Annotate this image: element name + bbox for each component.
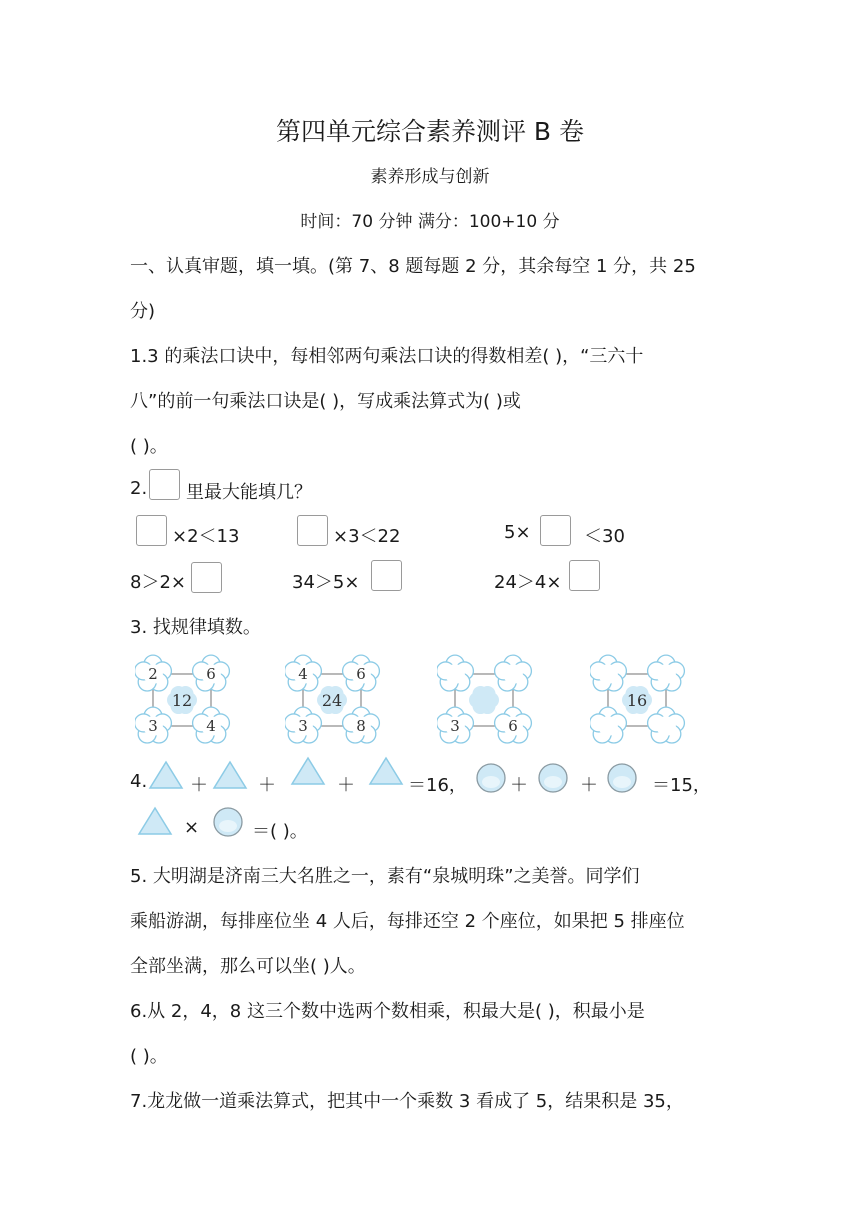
page-title: 第四单元综合素养测评 B 卷 [275, 117, 585, 146]
q1-line2: 八”的前一句乘法口诀是( )，写成乘法算式为( )或 [130, 391, 521, 412]
answer-box[interactable] [191, 562, 222, 593]
center-number: 24 [321, 691, 343, 710]
sum-equals-15: ＝15， [652, 775, 711, 796]
time-info: 时间：70 分钟 满分：100+10 分 [300, 212, 560, 232]
q4-answer: ＝( )。 [252, 821, 308, 842]
q5-line2: 乘船游湖，每排座位坐 4 人后，每排还空 2 个座位，如果把 5 排座位 [130, 911, 685, 932]
triangle-icon [212, 760, 248, 790]
pattern-figure-2 [285, 654, 381, 746]
q2-prefix: 2. [130, 478, 148, 499]
circle-icon [212, 806, 244, 838]
circle-icon [537, 762, 569, 794]
q5-line1: 5. 大明湖是济南三大名胜之一，素有“泉城明珠”之美誉。同学们 [130, 866, 640, 887]
answer-box[interactable] [569, 560, 600, 591]
center-flower-icon [469, 686, 499, 714]
q2-item-e: 34＞5× [292, 572, 360, 593]
center-number: 12 [171, 691, 193, 710]
answer-box[interactable] [297, 515, 328, 546]
q2-item-b: ×3＜22 [333, 526, 401, 547]
flower-icon [590, 655, 626, 691]
pattern-figure-1 [135, 654, 231, 746]
plus-sign: ＋ [337, 775, 355, 796]
corner-number-tr: 6 [356, 665, 366, 683]
circle-icon [475, 762, 507, 794]
q2-item-d: 8＞2× [130, 572, 186, 593]
plus-sign: ＋ [258, 775, 276, 796]
q6-line2: ( )。 [130, 1046, 168, 1067]
plus-sign: ＋ [510, 775, 528, 796]
circle-icon [606, 762, 638, 794]
flower-icon [648, 655, 685, 691]
q3-text: 3. 找规律填数。 [130, 617, 261, 638]
page-subtitle: 素养形成与创新 [370, 167, 490, 187]
q2-item-f: 24＞4× [494, 572, 562, 593]
q2-prompt: 里最大能填几？ [186, 482, 312, 503]
corner-number-bl: 3 [148, 717, 158, 735]
corner-number-br: 6 [508, 717, 518, 735]
answer-box[interactable] [371, 560, 402, 591]
flower-icon [648, 707, 685, 743]
q2-item-c-post: ＜30 [584, 526, 625, 547]
q1-line1: 1.3 的乘法口诀中，每相邻两句乘法口诀的得数相差( )，“三六十 [130, 346, 644, 367]
corner-number-tl: 2 [148, 665, 158, 683]
sum-equals-16: ＝16， [408, 775, 467, 796]
q2-item-a: ×2＜13 [172, 526, 240, 547]
q5-line3: 全部坐满，那么可以坐( )人。 [130, 956, 366, 977]
section1-line2: 分) [130, 301, 156, 322]
center-number: 16 [626, 691, 648, 710]
triangle-icon [290, 756, 326, 786]
answer-box[interactable] [136, 515, 167, 546]
q2-item-c-pre: 5× [504, 522, 531, 543]
triangle-icon [148, 760, 184, 790]
corner-number-br: 8 [356, 717, 366, 735]
answer-box[interactable] [149, 469, 180, 500]
q7-line1: 7.龙龙做一道乘法算式，把其中一个乘数 3 看成了 5，结果积是 35， [130, 1091, 684, 1112]
section1-line1: 一、认真审题，填一填。(第 7、8 题每题 2 分，其余每空 1 分，共 25 [130, 256, 696, 277]
flower-icon [590, 707, 626, 743]
pattern-figure-4 [590, 654, 686, 746]
q6-line1: 6.从 2，4，8 这三个数中选两个数相乘，积最大是( )，积最小是 [130, 1001, 645, 1022]
corner-number-bl: 3 [450, 717, 460, 735]
q1-line3: ( )。 [130, 436, 168, 457]
triangle-icon [137, 806, 173, 836]
plus-sign: ＋ [580, 775, 598, 796]
plus-sign: ＋ [190, 775, 208, 796]
corner-number-bl: 3 [298, 717, 308, 735]
corner-number-tr: 6 [206, 665, 216, 683]
times-sign: × [184, 817, 200, 838]
q4-prefix: 4. [130, 771, 148, 792]
flower-icon [495, 655, 532, 691]
answer-box[interactable] [540, 515, 571, 546]
pattern-figure-3 [437, 654, 533, 746]
flower-icon [437, 655, 473, 691]
corner-number-br: 4 [206, 717, 216, 735]
triangle-icon [368, 756, 404, 786]
corner-number-tl: 4 [298, 665, 308, 683]
